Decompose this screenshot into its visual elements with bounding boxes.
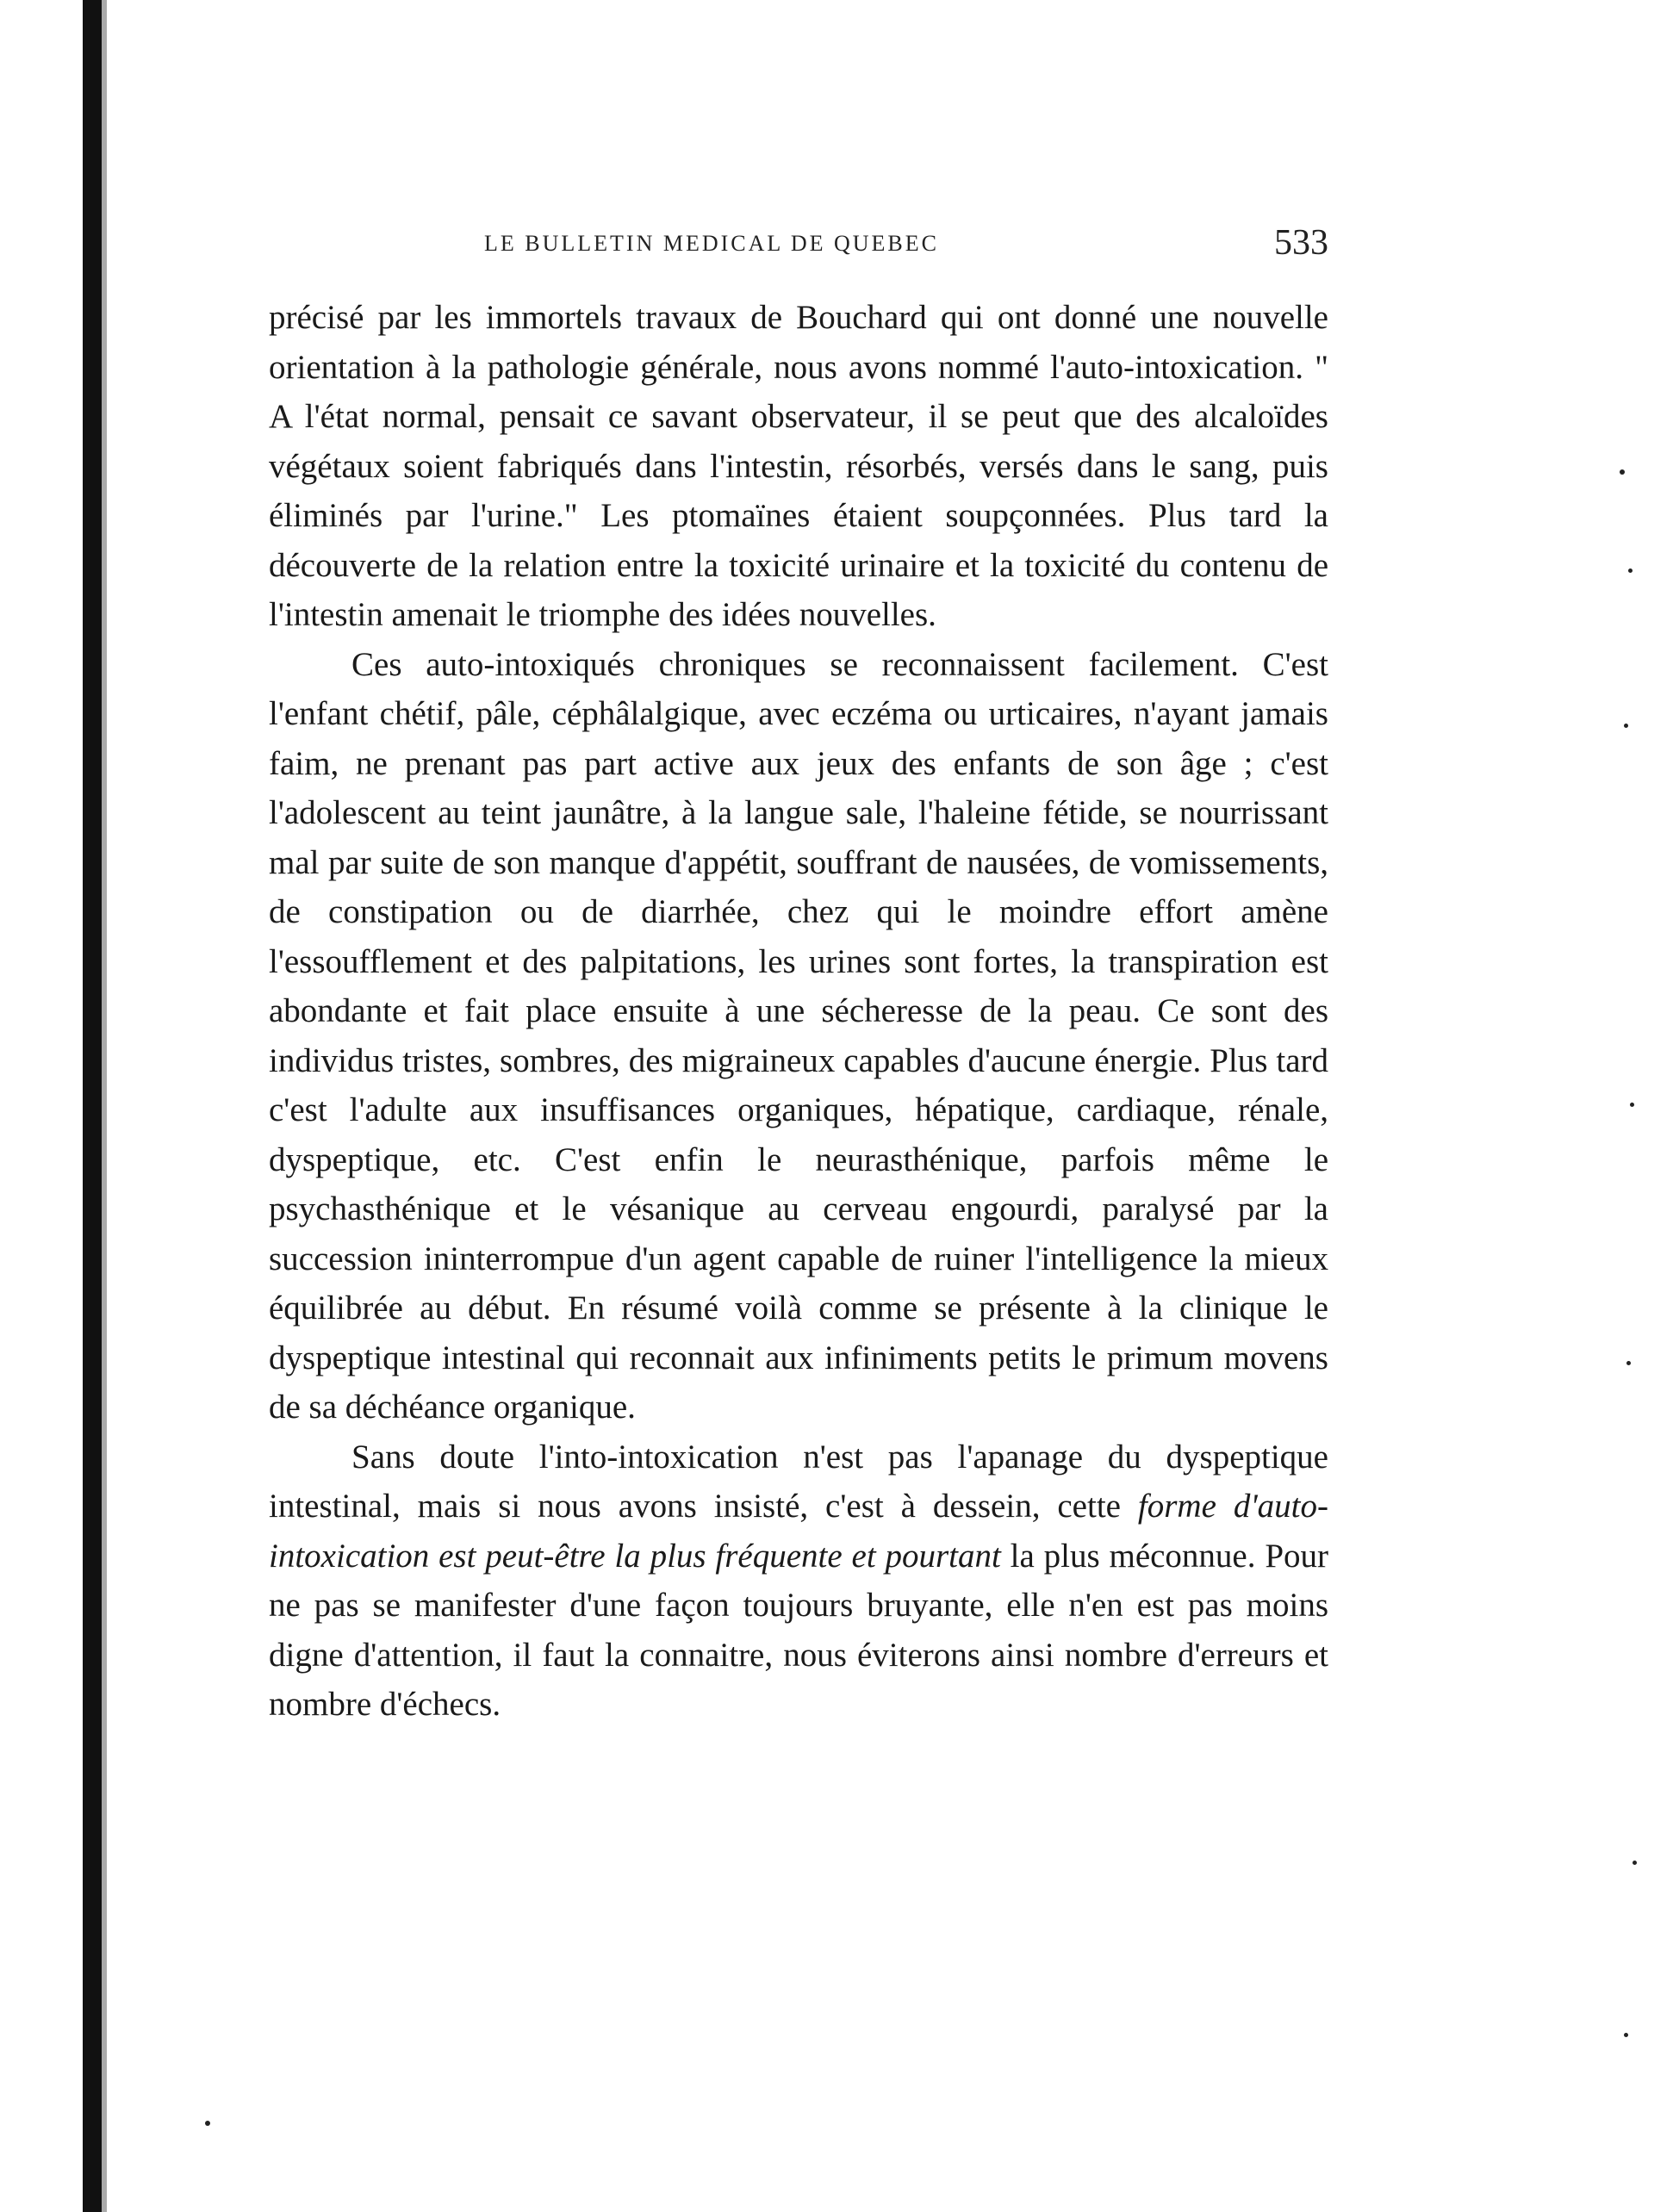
book-binding-edge (83, 0, 102, 2212)
scan-speck (1626, 1361, 1631, 1365)
scan-speck (1630, 1103, 1634, 1107)
scan-speck (1624, 724, 1628, 728)
paragraph-symptoms: Ces auto-intoxiqués chroniques se reconnaissent facilement. C'est l'enfant chétif, pâle, céphâlalgique, avec eczéma ou urticaires, n'ayant jamais faim, ne prenant pas part active aux jeux des enfants de son âge ; c'est l'adolescent au teint jaunâtre, à la langue sale, l'haleine fétide, se nourrissant mal par suite de son manque d'appétit, souffrant de nausées, de vomissements, de constipation ou de diarrhée, chez qui le moindre effort amène l'essoufflement et des palpitations, les urines sont fortes, la transpiration est abondante et fait place ensuite à une sécheresse de la peau. Ce sont des individus tristes, sombres, des migraineux capables d'aucune énergie. Plus tard c'est l'adulte aux insuffisances organiques, hépatique, cardiaque, rénale, dyspeptique, etc. C'est enfin le neurasthénique, parfois même le psychasthénique et le vésanique au cerveau engourdi, paralysé par la succession ininterrompue d'un agent capable de ruiner l'intelligence la mieux équilibrée au début. En résumé voilà comme se présente à la clinique le dyspeptique intestinal qui reconnait aux infiniments petits le primum movens de sa déchéance organique. (269, 645, 1328, 1426)
conclusion-lead: Sans doute l'into-intoxication n'est pas l'apanage du dyspeptique intestinal, mais si nous avons insisté, c'est à dessein, cette (269, 1438, 1328, 1525)
running-title: LE BULLETIN MEDICAL DE QUEBEC (484, 231, 939, 256)
conclusion-italic: forme d'auto-intoxication est peut-être la plus fréquente et pourtant (269, 1488, 1328, 1575)
scan-speck (1620, 469, 1625, 475)
paragraph-conclusion (269, 1432, 1328, 1730)
page-number: 533 (1274, 223, 1328, 263)
body-text (269, 293, 1328, 1730)
paragraph-continuation: précisé par les immortels travaux de Bouchard qui ont donné une nouvelle orientation à la pathologie générale, nous avons nommé l'auto-intoxication. " A l'état normal, pensait ce savant observateur, il se peut que des alcaloïdes végétaux soient fabriqués dans l'intestin, résorbés, versés dans le sang, puis éliminés par l'urine." Les ptomaïnes étaient soupçonnées. Plus tard la découverte de la relation entre la toxicité urinaire et la toxicité du contenu de l'intestin amenait le triomphe des idées nouvelles. (269, 299, 1328, 633)
binding-shadow (102, 0, 107, 2212)
scan-speck (1624, 2033, 1628, 2037)
scan-speck (205, 2121, 210, 2126)
conclusion-tail: la plus méconnue. Pour ne pas se manifester d'une façon toujours bruyante, elle n'en est pas moins digne d'attention, il faut la connaitre, nous éviterons ainsi nombre d'erreurs et nombre d'échecs. (269, 1537, 1328, 1723)
scan-speck (1633, 1861, 1637, 1865)
scan-speck (1628, 569, 1633, 573)
running-head (269, 222, 1328, 274)
book-page (269, 222, 1328, 1730)
